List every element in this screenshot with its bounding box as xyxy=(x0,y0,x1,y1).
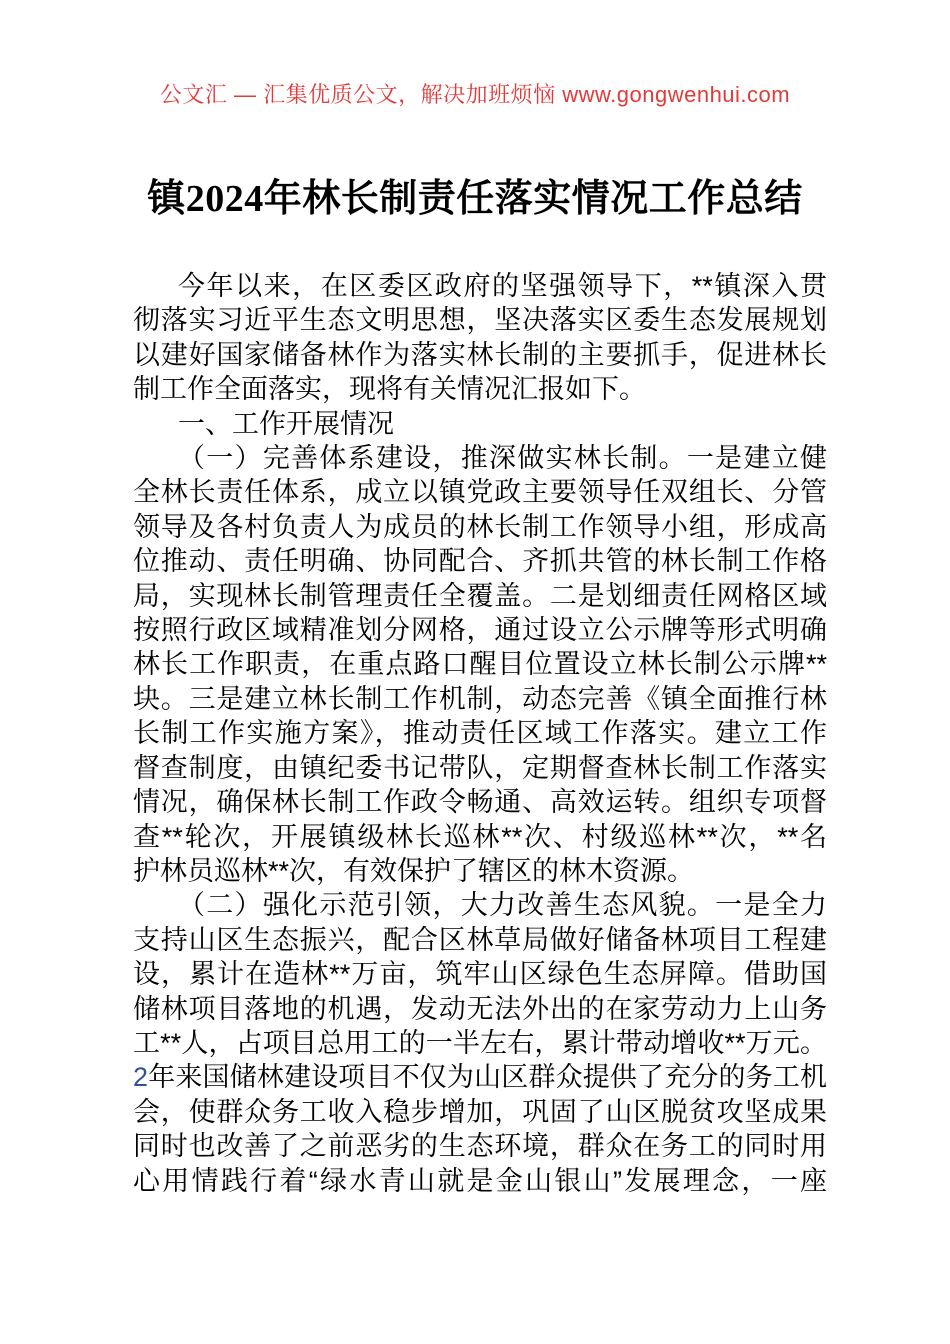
text-run: 林长工作职责，在重点路口醒目位置设立林长制公示牌** xyxy=(133,649,827,680)
paragraph-intro xyxy=(133,269,827,407)
text-run: 以建好国家储备林作为落实林长制的主要抓手，促进林长 xyxy=(133,339,827,370)
text-line xyxy=(133,1060,827,1094)
text-run: 储林项目落地的机遇，发动无法外出的在家劳动力上山务 xyxy=(133,993,827,1024)
text-line xyxy=(133,751,827,785)
text-line xyxy=(133,372,827,406)
text-line xyxy=(133,785,827,819)
text-run: （二）强化示范引领，大力改善生态风貌。一是全力 xyxy=(178,890,827,921)
text-line xyxy=(133,303,827,337)
text-line xyxy=(133,338,827,372)
text-run: 设，累计在造林**万亩，筑牢山区绿色生态屏障。借助国 xyxy=(133,959,827,990)
text-line xyxy=(133,854,827,888)
text-run: 督查制度，由镇纪委书记带队，定期督查林长制工作落实 xyxy=(133,752,827,783)
text-run: 查**轮次，开展镇级林长巡林**次、村级巡林**次，**名 xyxy=(133,821,827,852)
text-line xyxy=(133,544,827,578)
text-line xyxy=(133,716,827,750)
text-line xyxy=(133,1129,827,1163)
text-run: 全林长责任体系，成立以镇党政主要领导任双组长、分管 xyxy=(133,477,827,508)
accent-number: 2 xyxy=(133,1062,149,1093)
text-run: 支持山区生态振兴，配合区林草局做好储备林项目工程建 xyxy=(133,924,827,955)
text-run: 同时也改善了之前恶劣的生态环境，群众在务工的同时用 xyxy=(133,1131,827,1162)
text-line xyxy=(133,1164,827,1198)
text-line xyxy=(133,1026,827,1060)
document-body xyxy=(133,269,827,1198)
paragraph-section-1 xyxy=(133,441,827,888)
text-line xyxy=(133,269,827,303)
paragraph-section-2 xyxy=(133,888,827,1198)
text-run: 一、工作开展情况 xyxy=(178,408,394,439)
text-run: 护林员巡林**次，有效保护了辖区的林木资源。 xyxy=(133,855,695,886)
text-run: 制工作全面落实，现将有关情况汇报如下。 xyxy=(133,374,646,405)
text-run: 今年以来，在区委区政府的坚强领导下，**镇深入贯 xyxy=(178,271,827,301)
text-line xyxy=(133,613,827,647)
text-run: 会，使群众务工收入稳步增加，巩固了山区脱贫攻坚成果 xyxy=(133,1096,827,1127)
text-line xyxy=(133,407,827,441)
text-line xyxy=(133,682,827,716)
text-run: 块。三是建立林长制工作机制，动态完善《镇全面推行林 xyxy=(133,683,827,714)
text-run: 工**人，占项目总用工的一半左右，累计带动增收**万元。 xyxy=(133,1027,827,1058)
text-run: 长制工作实施方案》，推动责任区域工作落实。建立工作 xyxy=(133,718,827,749)
text-line xyxy=(133,475,827,509)
text-line xyxy=(133,647,827,681)
text-line xyxy=(133,992,827,1026)
text-line xyxy=(133,957,827,991)
text-run: 位推动、责任明确、协同配合、齐抓共管的林长制工作格 xyxy=(133,546,827,577)
text-run: 局，实现林长制管理责任全覆盖。二是划细责任网格区域 xyxy=(133,580,827,611)
text-line xyxy=(133,510,827,544)
paragraph-heading-1 xyxy=(133,407,827,441)
text-run: 年来国储林建设项目不仅为山区群众提供了充分的务工机 xyxy=(148,1062,827,1093)
site-watermark-text: 公文汇 — 汇集优质公文，解决加班烦恼 www.gongwenhui.com xyxy=(159,82,791,107)
text-line xyxy=(133,888,827,922)
document-title: 镇2024年林长制责任落实情况工作总结 xyxy=(147,178,803,220)
text-run: （一）完善体系建设，推深做实林长制。一是建立健 xyxy=(178,443,827,474)
text-run: 情况，确保林长制工作政令畅通、高效运转。组织专项督 xyxy=(133,787,827,818)
text-line xyxy=(133,441,827,475)
text-run: 心用情践行着“绿水青山就是金山银山”发展理念，一座 xyxy=(133,1165,827,1196)
text-line xyxy=(133,1095,827,1129)
text-run: 按照行政区域精准划分网格，通过设立公示牌等形式明确 xyxy=(133,615,827,646)
text-run: 领导及各村负责人为成员的林长制工作领导小组，形成高 xyxy=(133,511,827,542)
text-line xyxy=(133,820,827,854)
text-run: 彻落实习近平生态文明思想，坚决落实区委生态发展规划 xyxy=(133,305,827,336)
text-line xyxy=(133,579,827,613)
text-line xyxy=(133,923,827,957)
